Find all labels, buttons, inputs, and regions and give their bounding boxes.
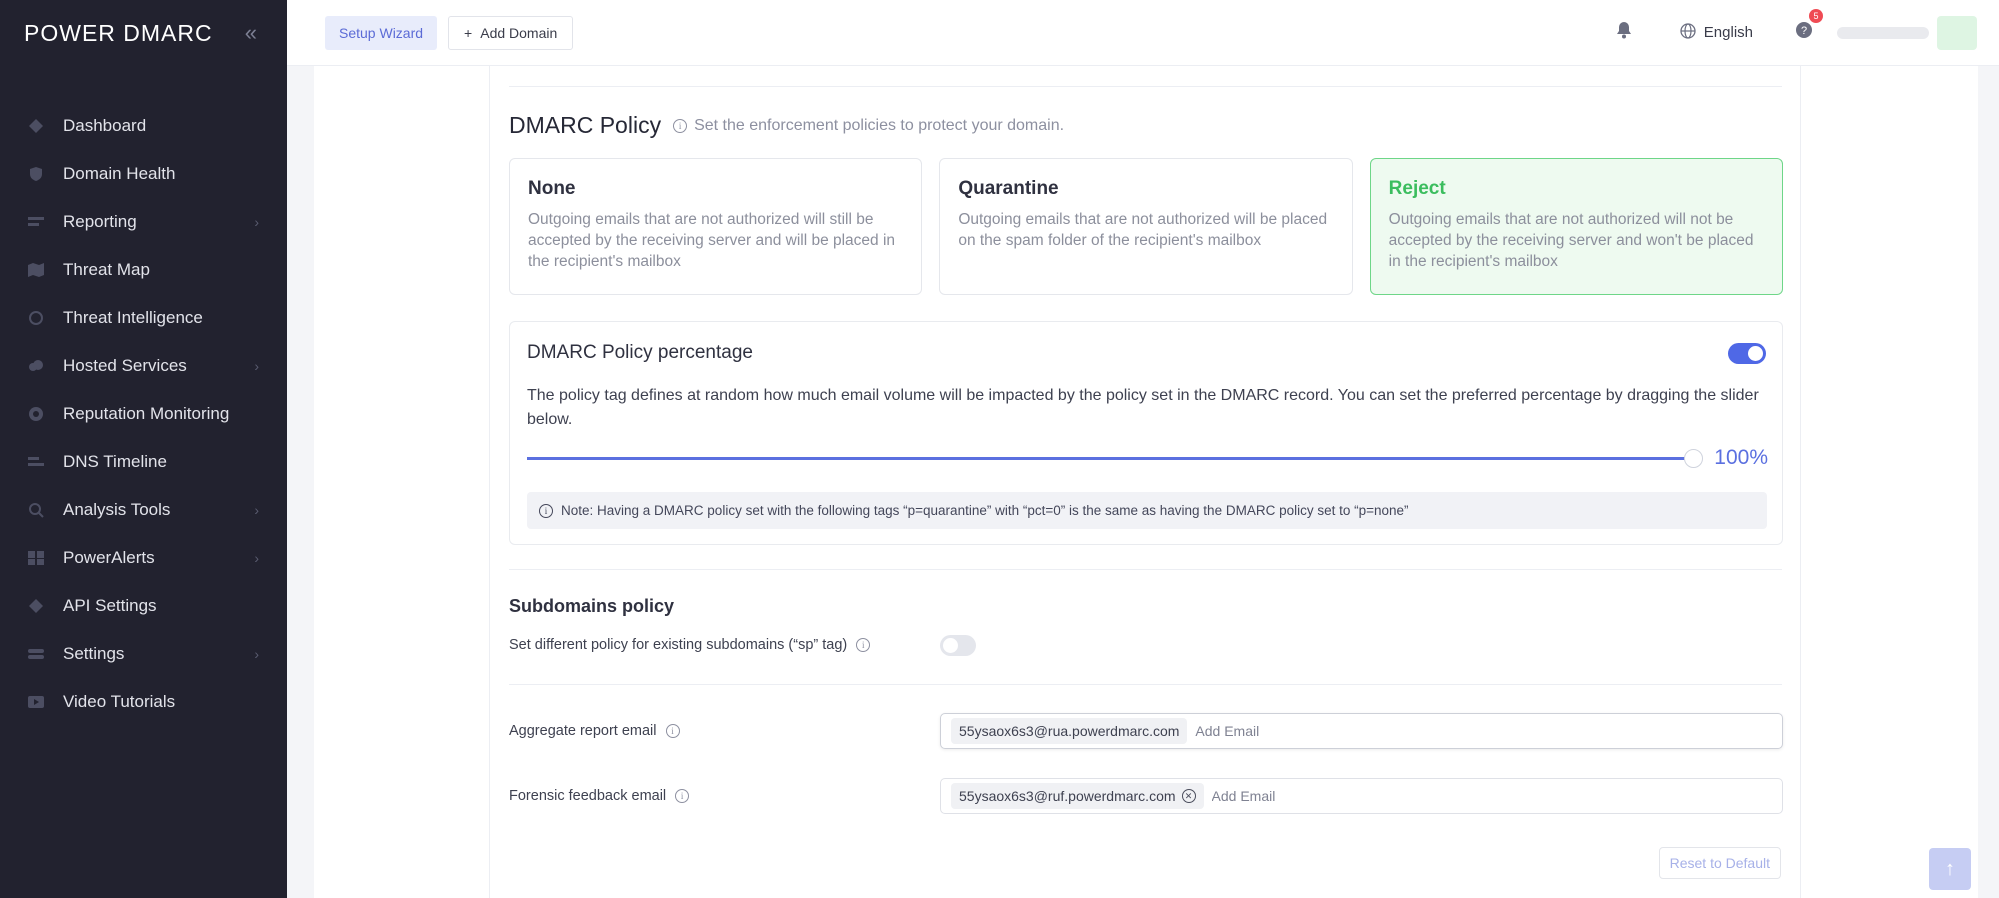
- topbar: [287, 0, 1999, 66]
- info-icon: i: [673, 119, 687, 133]
- chevron-right-icon: ›: [254, 550, 259, 566]
- dmarc-policy-title: DMARC Policy: [509, 112, 662, 138]
- sidebar-item-label: Settings: [63, 644, 125, 663]
- remove-chip-icon[interactable]: ✕: [1182, 789, 1196, 803]
- sidebar-item-label: PowerAlerts: [63, 548, 155, 567]
- policy-name: None: [528, 178, 576, 199]
- help-icon[interactable]: [1795, 11, 1819, 44]
- chevron-right-icon: ›: [254, 358, 259, 374]
- reputation-icon: [26, 406, 46, 422]
- email-chip-text: 55ysaox6s3@ruf.powerdmarc.com: [959, 788, 1176, 804]
- avatar[interactable]: [1937, 16, 1977, 50]
- chevron-right-icon: ›: [254, 214, 259, 230]
- add-domain-label: Add Domain: [480, 24, 558, 41]
- sidebar-item-label: Video Tutorials: [63, 692, 176, 711]
- main-panel: [314, 66, 1978, 898]
- globe-icon: [1680, 23, 1696, 43]
- forensic-feedback-label-text: Forensic feedback email: [509, 788, 667, 804]
- subdomains-title: Subdomains policy: [509, 596, 675, 616]
- arrow-up-icon: ↑: [1945, 857, 1955, 880]
- sidebar-item-domain-health[interactable]: [0, 150, 287, 198]
- sidebar-item-dns-timeline[interactable]: [0, 438, 287, 486]
- email-chip-text: 55ysaox6s3@rua.powerdmarc.com: [959, 723, 1180, 739]
- collapse-sidebar-icon[interactable]: «: [244, 20, 257, 45]
- chevron-right-icon: ›: [254, 646, 259, 662]
- percentage-description: The policy tag defines at random how much email volume will be impacted by the policy set in the DMARC record. You can set the preferred percentage by dragging the slider below.: [527, 387, 1759, 428]
- percentage-value: 100%: [1714, 446, 1768, 469]
- sidebar-item-hosted-services[interactable]: [0, 342, 287, 390]
- aggregate-email-input[interactable]: [1195, 723, 1782, 739]
- policy-option-reject[interactable]: [1370, 158, 1783, 295]
- sidebar-item-label: Analysis Tools: [63, 500, 171, 519]
- sidebar-item-label: Threat Intelligence: [63, 308, 203, 327]
- sidebar-item-threat-intelligence[interactable]: [0, 294, 287, 342]
- percentage-note-text: Note: Having a DMARC policy set with the following tags “p=quarantine” with “pct=0” is the same as having the DMARC policy set to “p=none”: [561, 503, 1409, 518]
- subdomains-toggle-label: [509, 637, 870, 653]
- map-icon: [26, 262, 46, 278]
- api-icon: [26, 598, 46, 614]
- sidebar: [0, 0, 287, 898]
- user-name[interactable]: [1837, 27, 1929, 39]
- sidebar-item-api-settings[interactable]: [0, 582, 287, 630]
- sidebar-item-reporting[interactable]: [0, 198, 287, 246]
- subdomains-toggle[interactable]: [940, 635, 976, 656]
- sidebar-nav: [0, 102, 287, 726]
- sidebar-item-poweralerts[interactable]: [0, 534, 287, 582]
- sidebar-item-label: Dashboard: [63, 116, 147, 135]
- email-chip: [951, 718, 1187, 744]
- alerts-icon: [26, 550, 46, 566]
- sidebar-item-label: Hosted Services: [63, 356, 187, 375]
- aggregate-email-field[interactable]: [940, 713, 1783, 749]
- policy-description: Outgoing emails that are not authorized will not be accepted by the receiving server and won't be placed in the recipient's mailbox: [1388, 211, 1754, 270]
- sidebar-item-label: Domain Health: [63, 164, 176, 183]
- policy-option-none[interactable]: [509, 158, 922, 295]
- sidebar-item-label: Threat Map: [63, 260, 150, 279]
- percentage-title: DMARC Policy percentage: [527, 342, 753, 363]
- subdomains-toggle-text: Set different policy for existing subdomains (“sp” tag): [509, 637, 848, 653]
- intelligence-icon: [26, 310, 46, 326]
- divider: [509, 86, 1782, 87]
- chevron-right-icon: ›: [254, 502, 259, 518]
- policy-description: Outgoing emails that are not authorized will be placed on the spam folder of the recipient's mailbox: [958, 211, 1328, 249]
- percentage-toggle[interactable]: [1728, 343, 1766, 364]
- cloud-icon: [26, 358, 46, 374]
- dmarc-policy-hint-text: Set the enforcement policies to protect your domain.: [694, 116, 1065, 134]
- search-icon: [26, 502, 46, 518]
- plus-icon: +: [464, 24, 473, 41]
- email-chip: [951, 783, 1204, 809]
- sidebar-item-analysis-tools[interactable]: [0, 486, 287, 534]
- policy-name: Quarantine: [958, 178, 1059, 199]
- sidebar-item-reputation-monitoring[interactable]: [0, 390, 287, 438]
- timeline-icon: [26, 454, 46, 470]
- info-icon[interactable]: i: [675, 789, 689, 803]
- policy-option-quarantine[interactable]: [939, 158, 1352, 295]
- forensic-email-field[interactable]: [940, 778, 1783, 814]
- help-badge: 5: [1809, 9, 1823, 23]
- forensic-feedback-label: [509, 788, 689, 804]
- percentage-note: [527, 492, 1767, 529]
- reset-to-default-button[interactable]: Reset to Default: [1659, 847, 1781, 879]
- sidebar-item-label: API Settings: [63, 596, 157, 615]
- policy-percentage-panel: [509, 321, 1783, 545]
- add-domain-button[interactable]: [448, 16, 573, 50]
- video-icon: [26, 694, 46, 710]
- sidebar-item-settings[interactable]: [0, 630, 287, 678]
- aggregate-report-label-text: Aggregate report email: [509, 723, 657, 739]
- dmarc-policy-hint: [673, 117, 1064, 135]
- topbar-right: [1616, 11, 1977, 50]
- dashboard-icon: [26, 118, 46, 134]
- sidebar-item-threat-map[interactable]: [0, 246, 287, 294]
- dmarc-policy-header: [509, 112, 1064, 139]
- settings-icon: [26, 646, 46, 662]
- divider: [509, 569, 1782, 570]
- reporting-icon: [26, 214, 46, 230]
- sidebar-item-label: Reputation Monitoring: [63, 404, 230, 423]
- bell-icon[interactable]: [1616, 21, 1632, 44]
- brand: [0, 0, 287, 66]
- info-icon[interactable]: i: [856, 638, 870, 652]
- info-icon: i: [539, 504, 553, 518]
- percentage-slider-thumb[interactable]: [1684, 449, 1703, 468]
- svg-text:?: ?: [1800, 25, 1808, 37]
- sidebar-item-dashboard[interactable]: [0, 102, 287, 150]
- language-selector[interactable]: [1680, 23, 1753, 43]
- setup-wizard-button[interactable]: Setup Wizard: [325, 16, 437, 50]
- sidebar-item-label: Reporting: [63, 212, 137, 231]
- sidebar-item-label: DNS Timeline: [63, 452, 167, 471]
- sidebar-item-video-tutorials[interactable]: [0, 678, 287, 726]
- scroll-to-top-button[interactable]: [1929, 848, 1971, 890]
- divider: [509, 684, 1782, 685]
- aggregate-report-label: [509, 723, 680, 739]
- policy-options: [509, 158, 1783, 295]
- dmarc-settings-content: [489, 66, 1801, 898]
- percentage-slider-track[interactable]: [527, 457, 1697, 460]
- shield-icon: [26, 166, 46, 182]
- policy-description: Outgoing emails that are not authorized will still be accepted by the receiving server and will be placed in the recipient's mailbox: [528, 211, 896, 270]
- policy-name: Reject: [1388, 178, 1446, 199]
- powerdmarc-logo[interactable]: POWER DMARC: [24, 19, 213, 46]
- forensic-email-input[interactable]: [1212, 788, 1782, 804]
- language-label: English: [1703, 24, 1753, 41]
- info-icon[interactable]: i: [666, 724, 680, 738]
